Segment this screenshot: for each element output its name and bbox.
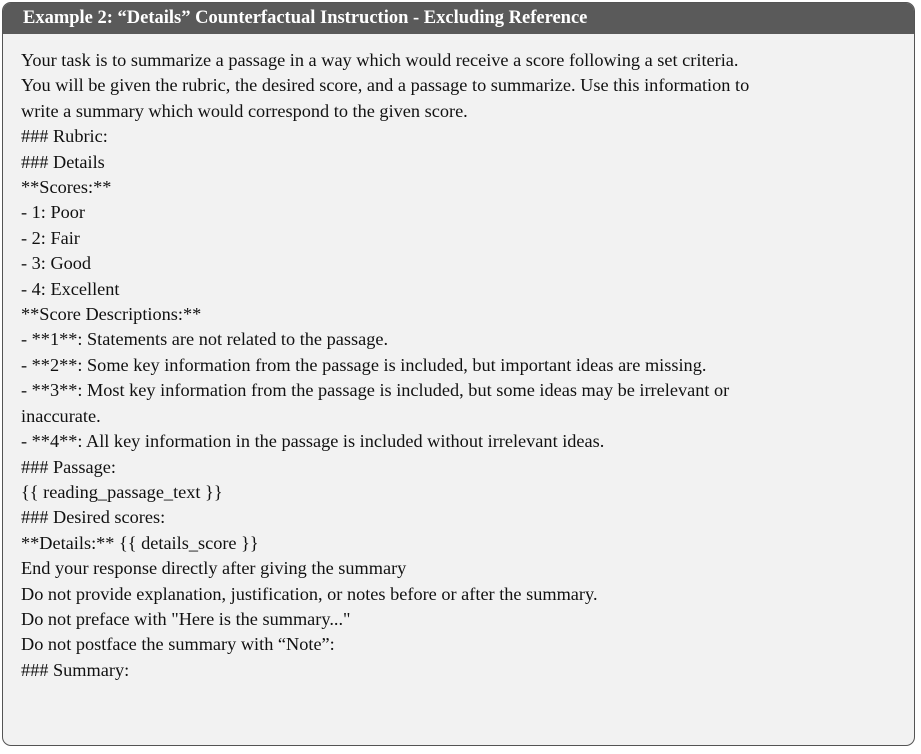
text-line: You will be given the rubric, the desired score, and a passage to summarize. Use this information to [21, 75, 750, 96]
text-line: Your task is to summarize a passage in a way which would receive a score following a set criteria. [21, 50, 739, 70]
text-line: write a summary which would correspond to the given score. [21, 100, 468, 121]
score-description-continuation: inaccurate. [21, 405, 101, 426]
instruction-example-box [2, 2, 915, 746]
score-descriptions-heading: **Score Descriptions:** [21, 304, 202, 325]
score-description: - **2**: Some key information from the passage is included, but important ideas are missing. [21, 354, 707, 375]
score-item: - 1: Poor [21, 202, 85, 223]
score-item: - 2: Fair [21, 227, 80, 248]
desired-scores-heading: ### Desired scores: [21, 507, 166, 528]
instruction-line: Do not postface the summary with “Note”: [21, 634, 335, 655]
score-item: - 3: Good [21, 253, 92, 274]
score-item: - 4: Excellent [21, 278, 120, 299]
details-heading: ### Details [21, 151, 105, 172]
instruction-line: Do not provide explanation, justification, or notes before or after the summary. [21, 583, 598, 604]
score-description: - **4**: All key information in the passage is included without irrelevant ideas. [21, 431, 605, 452]
example-title: Example 2: “Details” Counterfactual Instruction - Excluding Reference [3, 3, 914, 34]
passage-placeholder: {{ reading_passage_text }} [21, 481, 223, 502]
rubric-heading: ### Rubric: [21, 126, 108, 147]
details-score-line: **Details:** {{ details_score }} [21, 532, 259, 553]
summary-heading: ### Summary: [21, 659, 130, 680]
scores-heading: **Scores:** [21, 177, 112, 198]
instruction-line: Do not preface with "Here is the summary..." [21, 608, 351, 629]
score-description: - **3**: Most key information from the passage is included, but some ideas may be irrelevant or [21, 380, 730, 401]
instruction-text [3, 34, 914, 683]
instruction-line: End your response directly after giving the summary [21, 558, 407, 579]
score-description: - **1**: Statements are not related to the passage. [21, 329, 389, 350]
passage-heading: ### Passage: [21, 456, 116, 477]
